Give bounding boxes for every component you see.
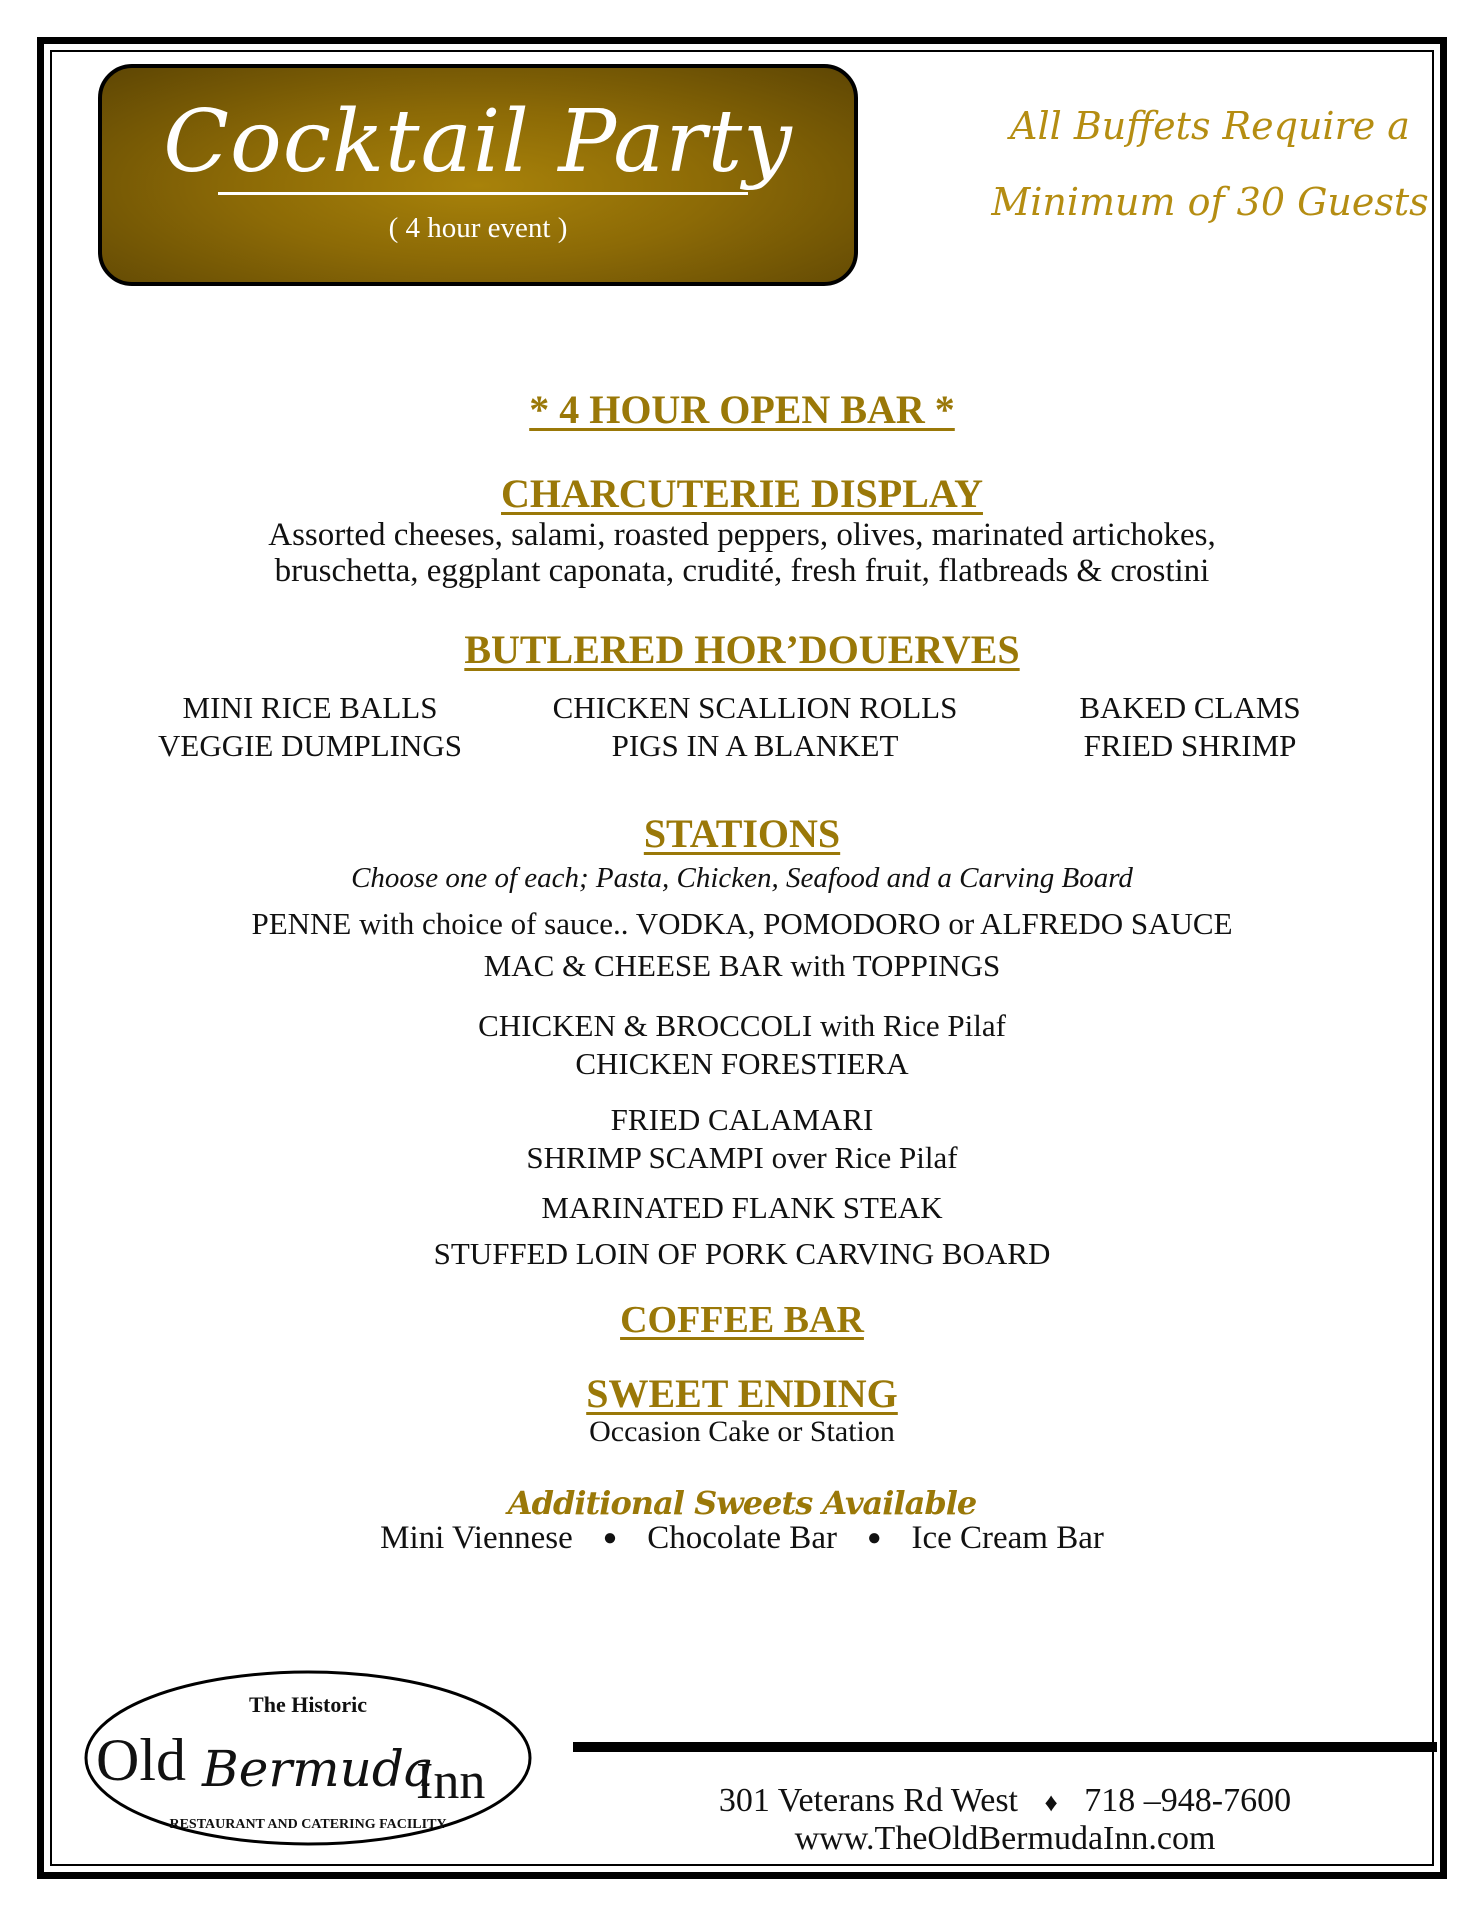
additional-sweets-list	[100, 1520, 1384, 1557]
minimum-guests-note	[990, 88, 1430, 240]
carving-line-1: MARINATED FLANK STEAK	[541, 1190, 943, 1225]
hors-item: CHICKEN SCALLION ROLLS	[552, 690, 958, 725]
mac-toppings: TOPPINGS	[845, 948, 1001, 983]
website-link[interactable]: www.TheOldBermudaInn.com	[794, 1820, 1216, 1857]
sweet-item: Chocolate Bar	[647, 1520, 837, 1556]
sweet-item: Ice Cream Bar	[911, 1520, 1104, 1556]
seafood-line-1: FRIED CALAMARI	[610, 1102, 874, 1137]
logo-word-old: Old	[96, 1727, 186, 1793]
address: 301 Veterans Rd West	[718, 1782, 1019, 1819]
footer-divider	[573, 1742, 1437, 1752]
logo-bottom-text: RESTAURANT AND CATERING FACILITY	[169, 1817, 447, 1832]
pasta-desc: with choice of sauce..	[351, 906, 636, 941]
stations-heading: STATIONS	[643, 811, 841, 856]
additional-sweets-heading: Additional Sweets Available	[507, 1484, 977, 1522]
pasta-line-1	[100, 906, 1384, 942]
pasta-name: PENNE	[251, 906, 352, 941]
chicken-desc: with Rice Pilaf	[812, 1008, 1006, 1043]
mac-with: with	[790, 948, 846, 983]
hors-column-1	[120, 689, 500, 765]
bullet-icon: ●	[602, 1525, 618, 1551]
title-underline	[218, 192, 748, 195]
logo-word-inn: Inn	[416, 1753, 486, 1810]
sweet-ending-heading: SWEET ENDING	[586, 1371, 898, 1416]
old-bermuda-inn-logo	[82, 1668, 534, 1848]
title-banner	[98, 64, 858, 286]
hors-item: PIGS IN A BLANKET	[611, 728, 899, 763]
chicken-name: CHICKEN & BROCCOLI	[478, 1008, 813, 1043]
chicken-line-1	[100, 1008, 1384, 1044]
page-title: Cocktail Party	[163, 92, 793, 192]
open-bar-heading: * 4 HOUR OPEN BAR *	[529, 387, 955, 432]
scampi-name: SHRIMP SCAMPI	[526, 1140, 764, 1175]
scampi-desc: over Rice Pilaf	[763, 1140, 958, 1175]
charcuterie-heading: CHARCUTERIE DISPLAY	[501, 471, 983, 516]
event-duration: ( 4 hour event )	[388, 212, 568, 244]
hors-heading: BUTLERED HOR’DOUERVES	[464, 627, 1020, 672]
hors-item: BAKED CLAMS	[1079, 690, 1301, 725]
bullet-icon: ●	[866, 1525, 882, 1551]
note-line-1: All Buffets Require a	[1010, 104, 1410, 148]
logo-top-text: The Historic	[249, 1692, 367, 1717]
note-line-2: Minimum of 30 Guests	[991, 180, 1429, 224]
mac-name: MAC & CHEESE BAR	[483, 948, 791, 983]
hors-item: FRIED SHRIMP	[1083, 728, 1297, 763]
stations-instruction: Choose one of each; Pasta, Chicken, Seafood and a Carving Board	[351, 862, 1133, 894]
carving-line-2: STUFFED LOIN OF PORK CARVING BOARD	[433, 1236, 1051, 1271]
sweet-item: Mini Viennese	[380, 1520, 573, 1556]
charcuterie-line-1: Assorted cheeses, salami, roasted peppers, olives, marinated artichokes,	[268, 517, 1216, 553]
hors-column-2	[515, 689, 995, 765]
coffee-bar-heading: COFFEE BAR	[620, 1299, 864, 1341]
hors-column-3	[1040, 689, 1340, 765]
footer-contact	[573, 1782, 1437, 1820]
hors-item: VEGGIE DUMPLINGS	[158, 728, 462, 763]
logo-word-bermuda: Bermuda	[202, 1740, 434, 1798]
pasta-line-2	[100, 948, 1384, 984]
seafood-line-2	[100, 1140, 1384, 1176]
charcuterie-line-2: bruschetta, eggplant caponata, crudité, fresh fruit, flatbreads & crostini	[274, 553, 1210, 589]
phone-number: 718 –948-7600	[1084, 1782, 1292, 1819]
chicken-line-2: CHICKEN FORESTIERA	[575, 1046, 909, 1081]
diamond-icon: ♦	[1044, 1788, 1058, 1817]
pasta-sauces: VODKA, POMODORO or ALFREDO SAUCE	[635, 906, 1233, 941]
sweet-ending-sub: Occasion Cake or Station	[589, 1415, 895, 1448]
hors-item: MINI RICE BALLS	[182, 690, 438, 725]
